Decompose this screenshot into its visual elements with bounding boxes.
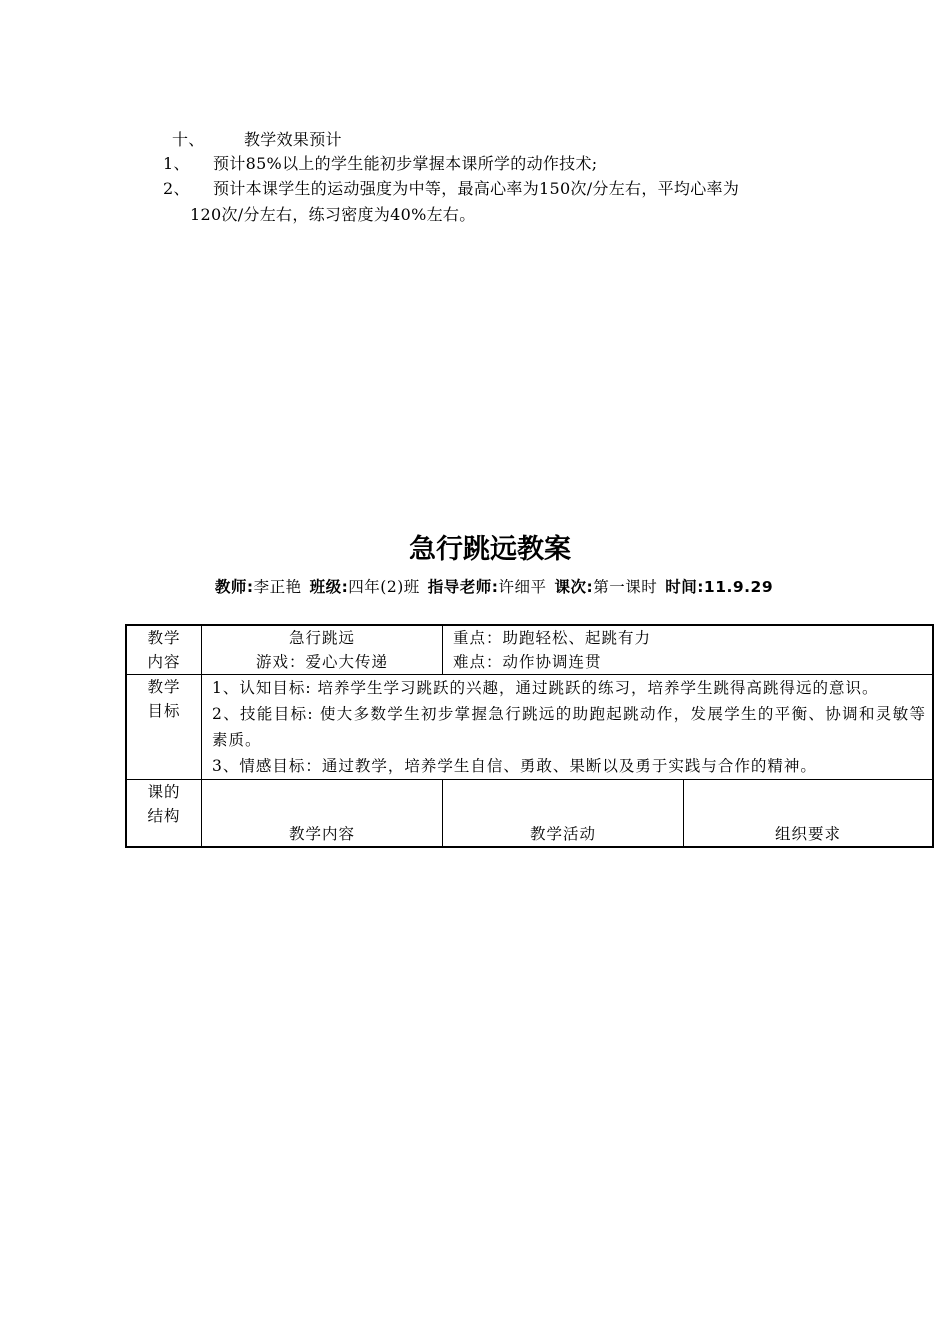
- list-item: [163, 151, 597, 174]
- column-header: 组织要求: [684, 780, 934, 848]
- table-row: [126, 625, 933, 675]
- teacher-name: 李正艳: [253, 578, 302, 596]
- key-points-cell: [443, 625, 934, 675]
- list-item-number: 2、: [163, 179, 190, 198]
- time-label: 时间:: [665, 578, 704, 596]
- section-title: [172, 127, 342, 150]
- lesson-label: 课次:: [554, 578, 594, 596]
- goal-cognitive: 1、认知目标: 培养学生学习跳跃的兴趣，通过跳跃的练习，培养学生跳得高跳得远的意识。: [212, 679, 879, 697]
- class-label: 班级:: [309, 578, 349, 596]
- document-title: 急行跳远教案: [409, 534, 571, 565]
- teacher-label: 教师:: [214, 578, 254, 596]
- lesson-number: 第一课时: [593, 578, 658, 596]
- table-row: [126, 780, 933, 848]
- section-number: 十、: [172, 130, 205, 149]
- list-item-text: 预计85%以上的学生能初步掌握本课所学的动作技术;: [213, 154, 598, 173]
- list-item-number: 1、: [163, 154, 190, 173]
- difficulty-point: 难点：动作协调连贯: [453, 653, 602, 671]
- content-cell: [202, 625, 443, 675]
- content-line: 急行跳远: [288, 629, 355, 647]
- advisor-name: 许细平: [498, 578, 547, 596]
- row-label-line: 课的: [147, 783, 181, 801]
- list-item: [163, 176, 739, 199]
- class-name: 四年(2)班: [348, 578, 420, 596]
- row-label-line: 教学: [147, 629, 181, 647]
- key-point: 重点：助跑轻松、起跳有力: [453, 629, 652, 647]
- column-header: 教学内容: [202, 780, 443, 848]
- table-row: [126, 675, 933, 780]
- goal-skill: 2、技能目标: 使大多数学生初步掌握急行跳远的助跑起跳动作，发展学生的平衡、协调和灵敏等素质。: [212, 705, 926, 749]
- lesson-meta: [0, 575, 950, 597]
- row-label: [126, 625, 202, 675]
- row-label-line: 教学: [147, 678, 181, 696]
- goals-cell: [202, 675, 934, 780]
- row-label: [126, 780, 202, 848]
- time-value: 11.9.29: [703, 578, 774, 596]
- column-header: 教学活动: [443, 780, 684, 848]
- list-item-continuation: 120次/分左右，练习密度为40%左右。: [190, 205, 476, 224]
- lesson-plan-table: [125, 624, 934, 848]
- row-label: [126, 675, 202, 780]
- advisor-label: 指导老师:: [427, 578, 499, 596]
- row-label-line: 内容: [147, 653, 181, 671]
- row-label-line: 结构: [147, 807, 181, 825]
- row-label-line: 目标: [147, 702, 181, 720]
- list-item-text: 预计本课学生的运动强度为中等，最高心率为150次/分左右，平均心率为: [213, 179, 740, 198]
- section-title-text: 教学效果预计: [244, 130, 342, 149]
- content-line: 游戏：爱心大传递: [255, 653, 388, 671]
- goal-emotional: 3、情感目标：通过教学，培养学生自信、勇敢、果断以及勇于实践与合作的精神。: [212, 757, 817, 775]
